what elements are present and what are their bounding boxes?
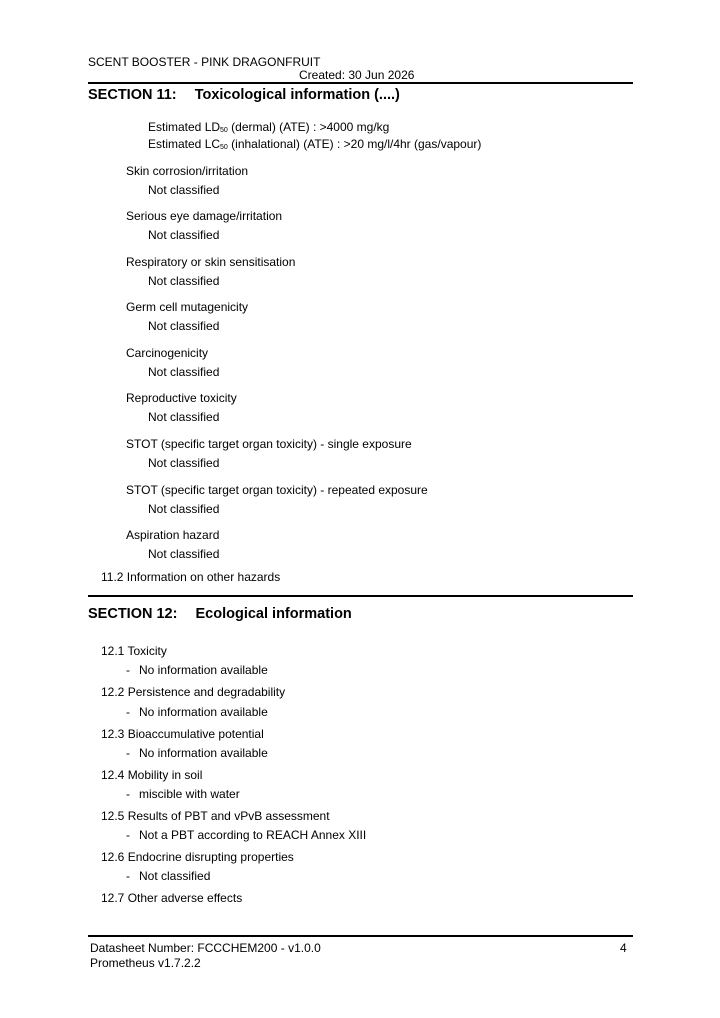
eco-subsection-label: 12.6 Endocrine disrupting properties (101, 850, 294, 864)
section-11-title: Toxicological information (....) (194, 87, 400, 103)
ld50-subscript: 50 (220, 127, 228, 134)
hazard-value: Not classified (148, 547, 220, 561)
bullet-dash: - (126, 787, 130, 801)
section-11-number: SECTION 11: (88, 87, 177, 103)
hazard-value: Not classified (148, 274, 220, 288)
eco-subsection-value (126, 828, 366, 842)
eco-subsection-value (126, 705, 268, 719)
hazard-value: Not classified (148, 365, 220, 379)
hazard-label: Aspiration hazard (126, 528, 220, 542)
eco-subsection-label: 12.4 Mobility in soil (101, 768, 203, 782)
hazard-label: Carcinogenicity (126, 346, 209, 360)
section-12-title: Ecological information (195, 606, 352, 622)
eco-subsection-label: 12.5 Results of PBT and vPvB assessment (101, 809, 330, 823)
ld50-prefix: Estimated LD (148, 120, 221, 134)
eco-value-text: Not a PBT according to REACH Annex XIII (139, 828, 367, 842)
estimated-lc50-line (148, 137, 481, 151)
lc50-subscript: 50 (220, 144, 228, 151)
eco-value-text: No information available (139, 663, 268, 677)
hazard-value: Not classified (148, 410, 220, 424)
footer-software-version: Prometheus v1.7.2.2 (90, 956, 201, 970)
footer-rule (88, 935, 633, 937)
hazard-value: Not classified (148, 228, 220, 242)
other-hazards-subsection: 11.2 Information on other hazards (101, 570, 281, 584)
hazard-label: STOT (specific target organ toxicity) - repeated exposure (126, 483, 428, 497)
estimated-ld50-line (148, 120, 389, 134)
eco-value-text: Not classified (139, 869, 211, 883)
hazard-label: Serious eye damage/irritation (126, 209, 283, 223)
hazard-value: Not classified (148, 319, 220, 333)
hazard-value: Not classified (148, 183, 220, 197)
hazard-label: STOT (specific target organ toxicity) - single exposure (126, 437, 412, 451)
header-created-date: Created: 30 Jun 2026 (299, 68, 415, 82)
section-12-rule (88, 595, 633, 597)
hazard-label: Reproductive toxicity (126, 391, 237, 405)
footer-page-number: 4 (620, 941, 627, 955)
eco-subsection-value (126, 787, 240, 801)
section-12-heading (88, 606, 352, 623)
eco-value-text: No information available (139, 705, 268, 719)
hazard-label: Germ cell mutagenicity (126, 300, 249, 314)
hazard-label: Respiratory or skin sensitisation (126, 255, 296, 269)
hazard-value: Not classified (148, 502, 220, 516)
header-product-name: SCENT BOOSTER - PINK DRAGONFRUIT (88, 55, 321, 69)
footer-datasheet-number: Datasheet Number: FCCCHEM200 - v1.0.0 (90, 941, 321, 955)
eco-value-text: No information available (139, 746, 268, 760)
hazard-label: Skin corrosion/irritation (126, 164, 249, 178)
header-rule (88, 82, 633, 84)
section-12-number: SECTION 12: (88, 606, 178, 622)
eco-subsection-label: 12.3 Bioaccumulative potential (101, 727, 264, 741)
ld50-value: (dermal) (ATE) : >4000 mg/kg (227, 120, 390, 134)
eco-subsection-label: 12.2 Persistence and degradability (101, 685, 286, 699)
bullet-dash: - (126, 869, 130, 883)
eco-subsection-value (126, 746, 268, 760)
lc50-prefix: Estimated LC (148, 137, 221, 151)
lc50-value: (inhalational) (ATE) : >20 mg/l/4hr (gas/vapour) (227, 137, 482, 151)
bullet-dash: - (126, 663, 130, 677)
eco-subsection-value (126, 663, 268, 677)
eco-subsection-value (126, 869, 210, 883)
bullet-dash: - (126, 746, 130, 760)
bullet-dash: - (126, 705, 130, 719)
eco-subsection-label: 12.1 Toxicity (101, 644, 167, 658)
bullet-dash: - (126, 828, 130, 842)
other-adverse-effects: 12.7 Other adverse effects (101, 891, 243, 905)
section-11-heading (88, 87, 400, 104)
hazard-value: Not classified (148, 456, 220, 470)
eco-value-text: miscible with water (139, 787, 240, 801)
